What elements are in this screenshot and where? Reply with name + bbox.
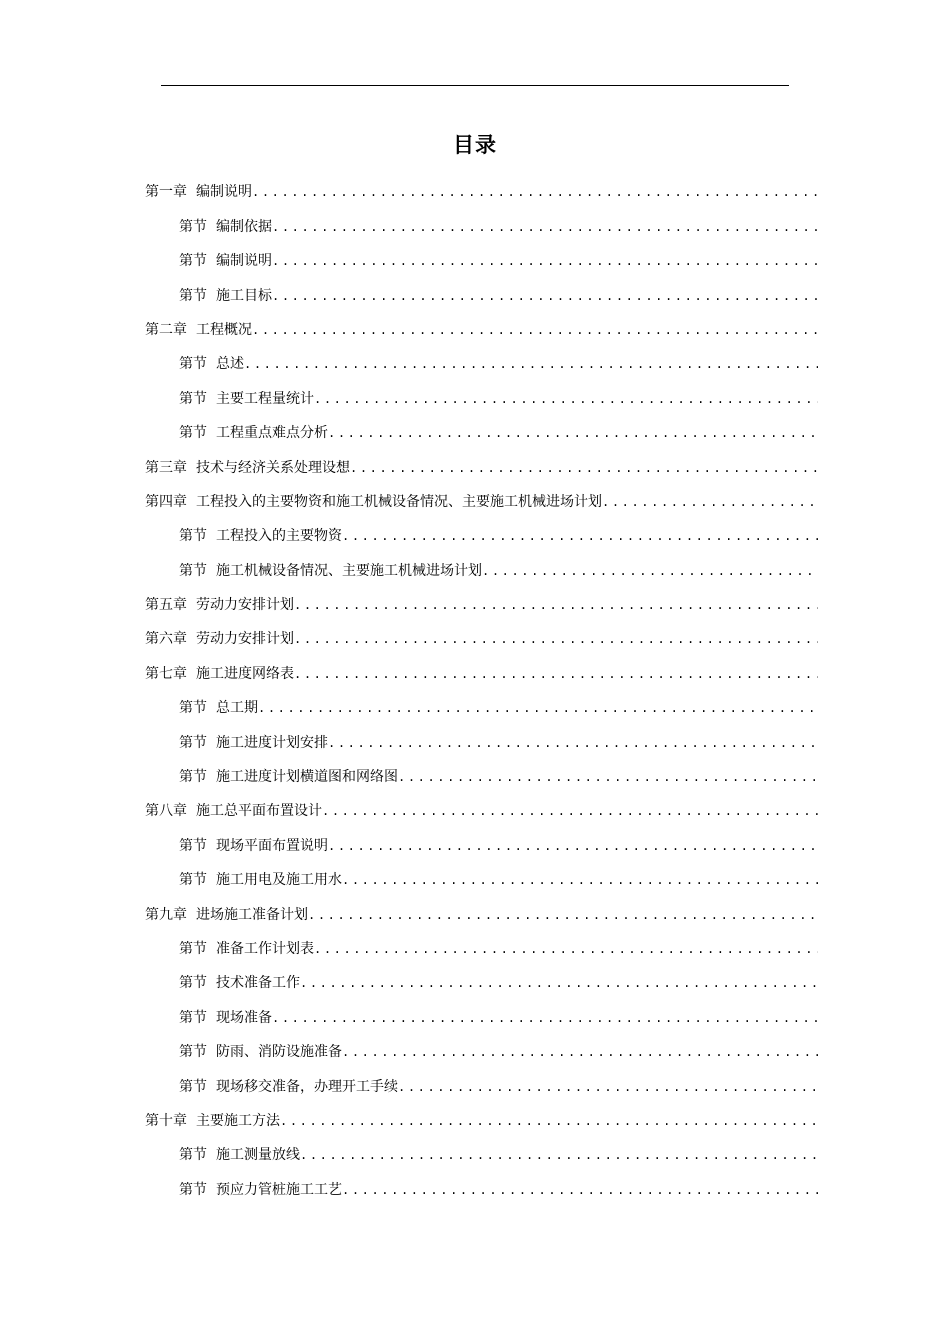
toc-entry-label: 第节 bbox=[179, 390, 207, 407]
toc-title: 目录 bbox=[453, 133, 497, 157]
toc-dot-leader bbox=[342, 1042, 818, 1062]
toc-section-entry[interactable] bbox=[145, 546, 818, 580]
toc-dot-leader bbox=[300, 973, 818, 993]
toc-dot-leader bbox=[300, 1145, 818, 1165]
toc-dot-leader bbox=[314, 389, 818, 409]
toc-dot-leader bbox=[322, 801, 818, 821]
toc-entry-title: 技术准备工作 bbox=[216, 975, 300, 992]
toc-dot-leader bbox=[294, 595, 818, 615]
toc-dot-leader bbox=[252, 320, 818, 340]
toc-dot-leader bbox=[272, 286, 818, 306]
toc-entry-label: 第节 bbox=[179, 562, 207, 579]
toc-entry-label: 第节 bbox=[179, 528, 207, 545]
toc-entry-title: 预应力管桩施工工艺 bbox=[216, 1181, 342, 1198]
toc-entry-title: 劳动力安排计划 bbox=[196, 597, 294, 614]
toc-entry-label: 第节 bbox=[179, 287, 207, 304]
toc-section-entry[interactable] bbox=[145, 993, 818, 1027]
toc-chapter-entry[interactable] bbox=[145, 890, 818, 924]
toc-entry-label: 第节 bbox=[179, 356, 207, 373]
toc-entry-label: 第节 bbox=[179, 734, 207, 751]
toc-entry-title: 工程投入的主要物资和施工机械设备情况、主要施工机械进场计划 bbox=[196, 493, 602, 510]
toc-dot-leader bbox=[350, 458, 818, 478]
toc-entry-label: 第节 bbox=[179, 975, 207, 992]
toc-entry-title: 进场施工准备计划 bbox=[196, 906, 308, 923]
toc-dot-leader bbox=[272, 217, 818, 237]
toc-entry-label: 第节 bbox=[179, 218, 207, 235]
toc-entry-label: 第节 bbox=[179, 1147, 207, 1164]
header-rule bbox=[161, 85, 789, 86]
toc-entry-title: 施工机械设备情况、主要施工机械进场计划 bbox=[216, 562, 482, 579]
toc-dot-leader bbox=[258, 698, 818, 718]
toc-entry-label: 第五章 bbox=[145, 597, 187, 614]
toc-chapter-entry[interactable] bbox=[145, 443, 818, 477]
toc-dot-leader bbox=[482, 561, 818, 581]
toc-section-entry[interactable] bbox=[145, 271, 818, 305]
toc-dot-leader bbox=[272, 251, 818, 271]
toc-entry-title: 施工总平面布置设计 bbox=[196, 803, 322, 820]
toc-entry-title: 现场平面布置说明 bbox=[216, 837, 328, 854]
toc-section-entry[interactable] bbox=[145, 1028, 818, 1062]
toc-entry-label: 第节 bbox=[179, 1044, 207, 1061]
toc-entry-label: 第节 bbox=[179, 837, 207, 854]
toc-entry-title: 主要工程量统计 bbox=[216, 390, 314, 407]
toc-dot-leader bbox=[272, 1008, 818, 1028]
toc-dot-leader bbox=[328, 733, 818, 753]
toc-dot-leader bbox=[342, 1180, 818, 1200]
toc-entry-label: 第节 bbox=[179, 700, 207, 717]
toc-entry-label: 第九章 bbox=[145, 906, 187, 923]
toc-entry-title: 工程概况 bbox=[196, 321, 252, 338]
toc-dot-leader bbox=[398, 1077, 818, 1097]
toc-entry-title: 工程重点难点分析 bbox=[216, 425, 328, 442]
toc-entry-label: 第十章 bbox=[145, 1112, 187, 1129]
toc-entry-title: 劳动力安排计划 bbox=[196, 631, 294, 648]
toc-dot-leader bbox=[398, 767, 818, 787]
toc-entry-label: 第二章 bbox=[145, 321, 187, 338]
toc-dot-leader bbox=[252, 182, 818, 202]
toc-entry-label: 第节 bbox=[179, 1078, 207, 1095]
toc-entry-title: 总工期 bbox=[216, 700, 258, 717]
toc-chapter-entry[interactable] bbox=[145, 615, 818, 649]
toc-entry-title: 总述 bbox=[216, 356, 244, 373]
toc-entry-label: 第四章 bbox=[145, 493, 187, 510]
toc-entry-title: 主要施工方法 bbox=[196, 1112, 280, 1129]
toc-section-entry[interactable] bbox=[145, 409, 818, 443]
toc-section-entry[interactable] bbox=[145, 1062, 818, 1096]
toc-chapter-entry[interactable] bbox=[145, 306, 818, 340]
toc-entry-title: 工程投入的主要物资 bbox=[216, 528, 342, 545]
toc-entry-title: 编制说明 bbox=[216, 253, 272, 270]
toc-section-entry[interactable] bbox=[145, 202, 818, 236]
toc-entry-label: 第节 bbox=[179, 1181, 207, 1198]
toc-entry-title: 施工测量放线 bbox=[216, 1147, 300, 1164]
toc-entry-label: 第节 bbox=[179, 425, 207, 442]
toc-section-entry[interactable] bbox=[145, 718, 818, 752]
toc-chapter-entry[interactable] bbox=[145, 581, 818, 615]
toc-entry-label: 第节 bbox=[179, 253, 207, 270]
toc-section-entry[interactable] bbox=[145, 856, 818, 890]
toc-entry-title: 防雨、消防设施准备 bbox=[216, 1044, 342, 1061]
toc-entry-label: 第节 bbox=[179, 872, 207, 889]
toc-dot-leader bbox=[308, 905, 818, 925]
toc-section-entry[interactable] bbox=[145, 1165, 818, 1199]
toc-section-entry[interactable] bbox=[145, 374, 818, 408]
toc-entry-title: 施工目标 bbox=[216, 287, 272, 304]
toc-section-entry[interactable] bbox=[145, 1131, 818, 1165]
toc-dot-leader bbox=[328, 836, 818, 856]
toc-chapter-entry[interactable] bbox=[145, 478, 818, 512]
toc-section-entry[interactable] bbox=[145, 959, 818, 993]
toc-entry-label: 第六章 bbox=[145, 631, 187, 648]
toc-section-entry[interactable] bbox=[145, 684, 818, 718]
toc-entry-title: 施工进度网络表 bbox=[196, 665, 294, 682]
toc-section-entry[interactable] bbox=[145, 753, 818, 787]
toc-dot-leader bbox=[244, 354, 818, 374]
toc-entry-title: 编制说明 bbox=[196, 184, 252, 201]
toc-section-entry[interactable] bbox=[145, 512, 818, 546]
toc-entry-label: 第节 bbox=[179, 1009, 207, 1026]
toc-section-entry[interactable] bbox=[145, 340, 818, 374]
toc-dot-leader bbox=[342, 870, 818, 890]
toc-entry-title: 施工进度计划安排 bbox=[216, 734, 328, 751]
toc-dot-leader bbox=[294, 664, 818, 684]
toc-dot-leader bbox=[294, 629, 818, 649]
toc-section-entry[interactable] bbox=[145, 925, 818, 959]
toc-dot-leader bbox=[602, 492, 818, 512]
toc-chapter-entry[interactable] bbox=[145, 787, 818, 821]
toc-entry-title: 现场准备 bbox=[216, 1009, 272, 1026]
toc-dot-leader bbox=[280, 1111, 818, 1131]
toc-entry-label: 第一章 bbox=[145, 184, 187, 201]
toc-list bbox=[145, 168, 818, 1200]
toc-entry-label: 第节 bbox=[179, 769, 207, 786]
toc-dot-leader bbox=[342, 526, 818, 546]
toc-entry-title: 施工用电及施工用水 bbox=[216, 872, 342, 889]
toc-chapter-entry[interactable] bbox=[145, 168, 818, 202]
toc-section-entry[interactable] bbox=[145, 821, 818, 855]
toc-entry-title: 技术与经济关系处理设想 bbox=[196, 459, 350, 476]
toc-chapter-entry[interactable] bbox=[145, 649, 818, 683]
toc-chapter-entry[interactable] bbox=[145, 1097, 818, 1131]
toc-dot-leader bbox=[314, 939, 818, 959]
toc-section-entry[interactable] bbox=[145, 237, 818, 271]
toc-entry-label: 第节 bbox=[179, 940, 207, 957]
toc-entry-label: 第三章 bbox=[145, 459, 187, 476]
toc-entry-title: 准备工作计划表 bbox=[216, 940, 314, 957]
toc-entry-title: 编制依据 bbox=[216, 218, 272, 235]
toc-entry-label: 第八章 bbox=[145, 803, 187, 820]
toc-entry-label: 第七章 bbox=[145, 665, 187, 682]
toc-entry-title: 现场移交准备，办理开工手续 bbox=[216, 1078, 398, 1095]
toc-entry-title: 施工进度计划横道图和网络图 bbox=[216, 769, 398, 786]
toc-dot-leader bbox=[328, 423, 818, 443]
